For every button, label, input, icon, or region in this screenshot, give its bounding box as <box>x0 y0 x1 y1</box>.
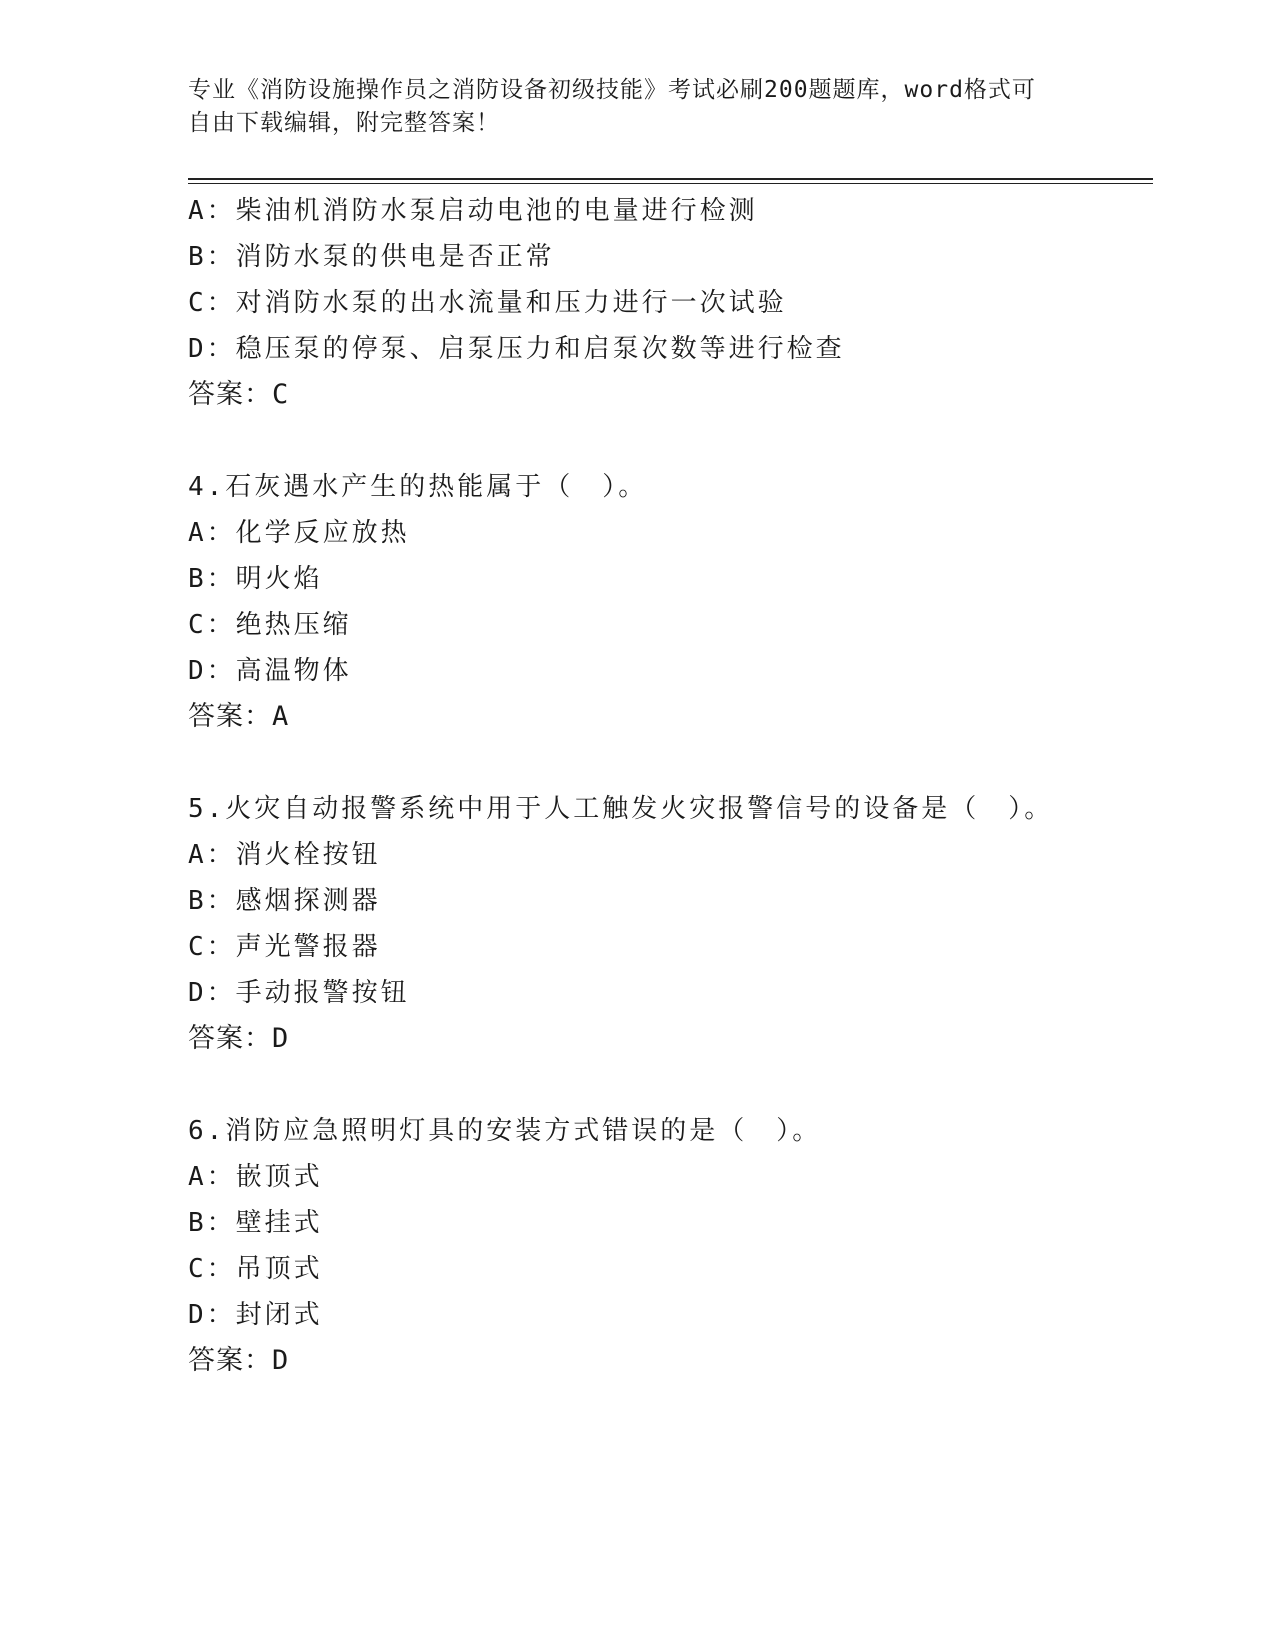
question-block <box>188 1108 1148 1384</box>
header-divider-thick <box>188 178 1153 180</box>
header-line-1: 专业《消防设施操作员之消防设备初级技能》考试必刷200题题库，word格式可 <box>188 77 1036 103</box>
option-d: D：手动报警按钮 <box>188 978 410 1008</box>
document-header <box>188 74 1078 140</box>
option-a: A：柴油机消防水泵启动电池的电量进行检测 <box>188 196 758 226</box>
answer-line: 答案：D <box>188 1023 290 1054</box>
question-title: 6.消防应急照明灯具的安装方式错误的是（ ）。 <box>188 1116 822 1146</box>
question-block-continued <box>188 188 1148 418</box>
answer-line: 答案：D <box>188 1345 290 1376</box>
spacer <box>188 740 1148 786</box>
option-b: B：消防水泵的供电是否正常 <box>188 242 555 272</box>
option-c: C：声光警报器 <box>188 932 381 962</box>
option-c: C：绝热压缩 <box>188 610 352 640</box>
option-c: C：吊顶式 <box>188 1254 323 1284</box>
option-d: D：高温物体 <box>188 656 352 686</box>
option-b: B：感烟探测器 <box>188 886 381 916</box>
option-a: A：消火栓按钮 <box>188 840 381 870</box>
option-d: D：封闭式 <box>188 1300 323 1330</box>
option-b: B：壁挂式 <box>188 1208 323 1238</box>
option-b: B：明火焰 <box>188 564 323 594</box>
option-a: A：嵌顶式 <box>188 1162 323 1192</box>
spacer <box>188 418 1148 464</box>
header-divider-thin <box>188 183 1153 184</box>
spacer <box>188 1062 1148 1108</box>
question-block <box>188 464 1148 740</box>
option-c: C：对消防水泵的出水流量和压力进行一次试验 <box>188 288 787 318</box>
question-title: 5.火灾自动报警系统中用于人工触发火灾报警信号的设备是（ ）。 <box>188 794 1054 824</box>
question-list <box>188 188 1148 1384</box>
question-block <box>188 786 1148 1062</box>
question-title: 4.石灰遇水产生的热能属于（ ）。 <box>188 472 648 502</box>
header-line-2: 自由下载编辑，附完整答案！ <box>188 110 500 136</box>
option-d: D：稳压泵的停泵、启泵压力和启泵次数等进行检查 <box>188 334 845 364</box>
answer-line: 答案：A <box>188 701 290 732</box>
answer-line: 答案：C <box>188 379 290 410</box>
option-a: A：化学反应放热 <box>188 518 410 548</box>
